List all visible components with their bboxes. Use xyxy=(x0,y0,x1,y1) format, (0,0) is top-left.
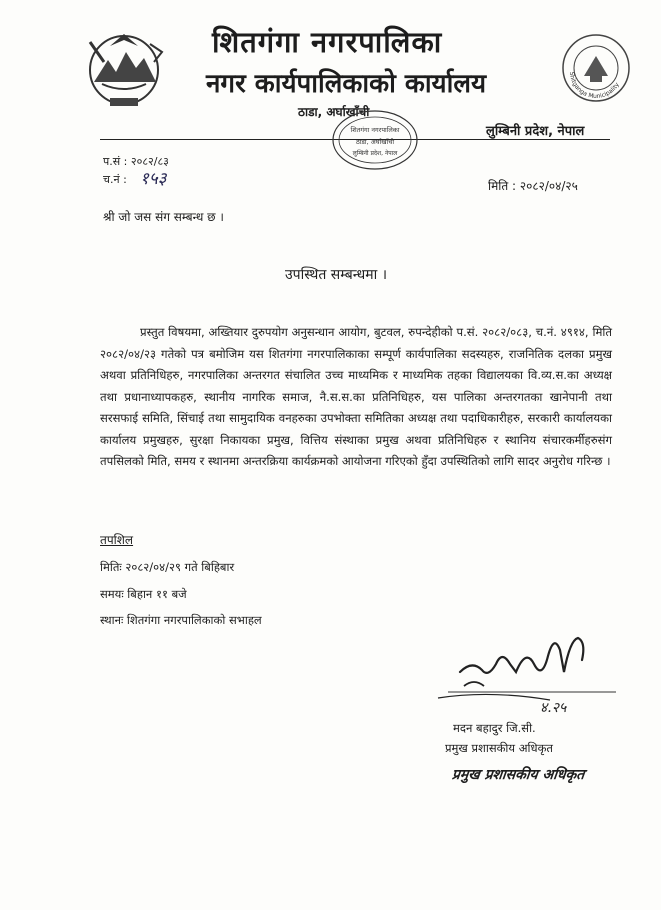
office-title: नगर कार्यपालिकाको कार्यालय xyxy=(206,69,487,99)
stamp-line3: लुम्बिनी प्रदेश, नेपाल xyxy=(352,150,398,157)
patra-sankhya: प.सं : २०८२/८३ xyxy=(103,155,169,168)
details-heading: तपशिल xyxy=(100,533,134,547)
signature-date: ४.२५ xyxy=(540,700,567,716)
municipality-logo-text: Shitganga Municipality xyxy=(567,71,621,101)
event-time: समयः बिहान ११ बजे xyxy=(100,587,187,601)
office-location: ठाडा, अर्घाखाँची xyxy=(298,105,370,119)
municipality-title: शितगंगा नगरपालिका xyxy=(212,25,443,59)
nepal-emblem-logo xyxy=(80,22,168,114)
stamp-line1: शितगंगा नगरपालिका xyxy=(350,126,400,134)
event-date: मितिः २०८२/०४/२९ गते बिहिबार xyxy=(100,560,235,574)
signatory-designation: प्रमुख प्रशासकीय अधिकृत xyxy=(445,741,553,755)
office-seal-stamp xyxy=(330,108,420,172)
event-venue: स्थानः शितगंगा नगरपालिकाको सभाहल xyxy=(100,613,262,627)
designation-stamp: प्रमुख प्रशासकीय अधिकृत xyxy=(451,767,586,783)
recipient-line: श्री जो जस संग सम्बन्ध छ । xyxy=(103,210,224,224)
stamp-line2: ठाडा, अर्घाखाँची xyxy=(355,138,395,146)
signatory-name: मदन बहादुर जि.सी. xyxy=(453,721,536,735)
handwritten-signature xyxy=(430,620,620,718)
letter-date: मिति : २०८२/०४/२५ xyxy=(488,179,578,193)
letter-body: प्रस्तुत विषयमा, अख्तियार दुरुपयोग अनुसन्धान आयोग, बुटवल, रुपन्देहीको प.सं. २०८२/०८३, च.नं. ४९१४, मिति २०८२/०४/२३ गतेको पत्र बमोजिम यस शितगंगा नगरपालिकाका सम्पूर्ण कार्यपालिका सदस्यहरु, राजनितिक दलका प्रमुख अथवा प्रतिनिधिहरु, नगरपालिका अन्तरगत संचालित उच्च माध्यमिक र माध्यमिक तहका विद्यालयका वि.व्य.स.का अध्यक्ष तथा प्रधानाध्यापकहरु, स्थानीय नागरिक समाज, नै.स.स.का प्रतिनिधिहरु, यस पालिका अन्तरगतका खानेपानी तथा सरसफाई समिति, सिंचाई तथा सामुदायिक वनहरुका उपभोक्ता समितिका अध्यक्ष तथा पदाधिकारीहरु, सरकारी कार्यालयका कार्यालय प्रमुखहरु, सुरक्षा निकायका प्रमुख, वित्तिय संस्थाका प्रमुख अथवा प्रतिनिधिहरु र स्थानिय संचारकर्मीहरुसंग तपसिलको मिति, समय र स्थानमा अन्तरक्रिया कार्यक्रमको आयोजना गरिएको हुँदा उपस्थितिको लागि सादर अनुरोध गरिन्छ । xyxy=(100,325,612,468)
province-label: लुम्बिनी प्रदेश, नेपाल xyxy=(486,124,585,139)
chalani-number-handwritten: १५३ xyxy=(140,169,167,189)
chalani-label: च.नं : xyxy=(103,173,127,186)
subject-line: उपस्थित सम्बन्धमा । xyxy=(285,267,388,283)
municipality-logo xyxy=(560,32,632,104)
